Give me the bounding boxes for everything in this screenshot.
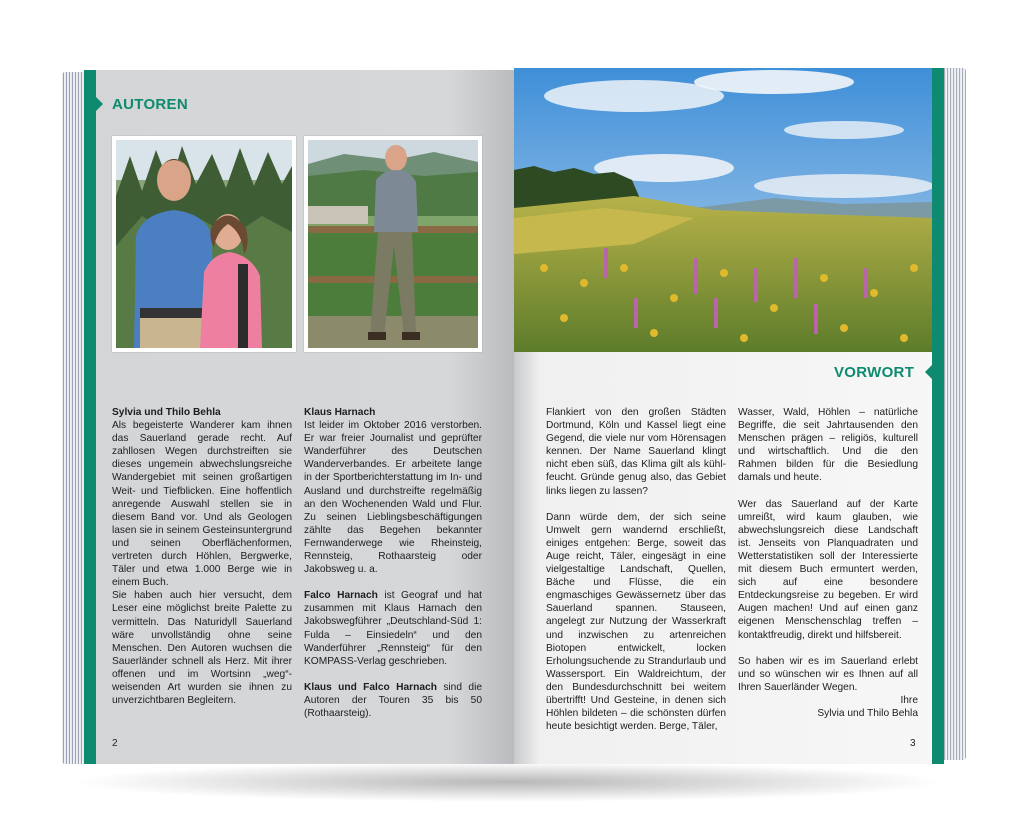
closing-word: Ihre <box>900 694 918 706</box>
behla-bio-paragraph-2: Sie haben auch hier versucht, dem Leser eine möglichst breite Palette zu vermitteln. Das Naturidyll Sauerland wäre unvollständig ohne seine Menschen. Den Autoren wuchsen die Sauerländer schnell als Herz. Mit ihrer offenen und im Wortsinn „weg“-weisenden Art wurden sie ihnen zu unverzichtbaren Begleitern. <box>112 590 292 707</box>
behla-bio-paragraph-1: Als begeisterte Wanderer kam ihnen das Sauerland gerade recht. Auf zahllosen Wegen durchstreiften sie dieses ungemein abwechslungsreiche Wandergebiet mit seinen großartigen Weit- und Tiefblicken. Eine hoffentlich anregende Auswahl stellen sie in diesem Band vor. Und als Geologen lasen sie in seinem Gesteinsuntergrund und seinen Oberflächenformen, vertreten durch Höhlen, Bergwerke, Täler und etwa 1.000 Berge wie in einem Buch. <box>112 420 292 589</box>
vorwort-paragraph-2: Dann würde dem, der sich seine Umwelt gern wandernd erschließt, einiges entgehen: Berge, soweit das Auge reicht, Täler, eingesägt in eine vielgestaltige Landschaft, Quellen, Bäche und Flüsse, die ein engmaschiges Gewässernetz über das Sauerland spannen. Stauseen, angelegt zur Nutzung der Wasserkraft und inzwischen zu artenreichen Biotopen entwickelt, locken Erholungsuchende zu Strandurlaub und Wassersport. Ein Waldreichtum, der den Bundesdurchschnitt bei weitem übertrifft! Und Gesteine, in denen sich Höhlen bildeten – die schönsten dürfen heute besichtigt werden. Berge, Täler, <box>546 511 726 733</box>
harnach-tours-text: sind die Autoren der Touren 35 bis 50 (Rothaarsteig). <box>304 681 482 719</box>
vorwort-column-2 <box>738 406 918 720</box>
author-photo-harnach <box>304 136 482 352</box>
heading-arrow-icon <box>96 97 103 111</box>
vorwort-paragraph-4: Wer das Sauerland auf der Karte umreißt, wird kaum glauben, wie abwechslungsreich diese Landschaft ist. Jenseits von Planquadraten und Wetterstatistiken soll der Interessierte mit diesem Buch ermuntert werden, sich auf eine besondere Entdeckungsreise zu begeben. Er wird Augen machen! Und auf einen ganz eigenen Menschenschlag treffen – kontaktfreudig, direkt und hilfsbereit. <box>738 498 918 641</box>
klaus-harnach-bio: Ist leider im Oktober 2016 verstorben. Er war freier Journalist und geprüfter Wanderführer des Deutschen Wanderverbandes. Er arbeitete lange in der Sportberichterstattung im In- und Ausland und durchstreifte regelmäßig an den Wochenenden Wald und Flur. Zu seinen Lieblingsbeschäftigungen zählte das Begehen bekannter Fernwanderwege wie Rheinsteig, Rennsteig, Rothaarsteig oder Jakobsweg u. a. <box>304 420 482 576</box>
vorwort-paragraph-5: So haben wir es im Sauerland erlebt und so wünschen wir es Ihnen auf all Ihren Sauerländer Wegen. <box>738 655 918 693</box>
page-number-left: 2 <box>112 738 118 749</box>
harnach-bio-column <box>304 406 482 720</box>
falco-harnach-bio <box>304 589 482 668</box>
book-shadow <box>70 762 950 802</box>
falco-harnach-text: ist Geograf und hat zusammen mit Klaus Harnach den Jakobswegführer „Deutschland-Süd 1: Fulda – Einsiedeln“ und den Wanderführer „Rennsteig“ für den KOMPASS-Verlag geschrieben. <box>304 590 482 667</box>
vorwort-heading: VORWORT <box>834 364 915 381</box>
heading-arrow-icon <box>925 365 932 379</box>
vorwort-column-1 <box>546 406 726 733</box>
behla-bio-column <box>112 406 292 707</box>
falco-harnach-name: Falco Harnach <box>304 590 378 602</box>
harnach-tours-note <box>304 681 482 720</box>
page-edges-left <box>62 72 84 764</box>
behla-name: Sylvia und Thilo Behla <box>112 407 221 418</box>
vorwort-paragraph-3: Wasser, Wald, Höhlen – natürliche Begriffe, die seit Jahrtausenden den Menschen prägen – religiös, kulturell und wirtschaftlich. Und die den Rahmen bilden für die Besiedlung damals und heute. <box>738 407 918 484</box>
klaus-falco-harnach-name: Klaus und Falco Harnach <box>304 681 437 693</box>
page-number-right: 3 <box>910 738 916 749</box>
left-accent-bar <box>84 70 96 764</box>
autoren-heading: AUTOREN <box>112 96 188 113</box>
authors-photo-behla <box>112 136 296 352</box>
right-accent-bar <box>932 68 944 764</box>
sauerland-landscape-photo <box>514 68 932 352</box>
klaus-harnach-name: Klaus Harnach <box>304 407 376 418</box>
vorwort-paragraph-1: Flankiert von den großen Städten Dortmund, Köln und Kassel liegt eine Gegend, die viele nur vom Hörensagen kennen. Der Name Sauerland klingt nicht eben süß, das Klima gilt als kühl-feucht. Gründe genug also, das Gebiet links liegen zu lassen? <box>546 407 726 497</box>
signature: Sylvia und Thilo Behla <box>817 707 918 719</box>
